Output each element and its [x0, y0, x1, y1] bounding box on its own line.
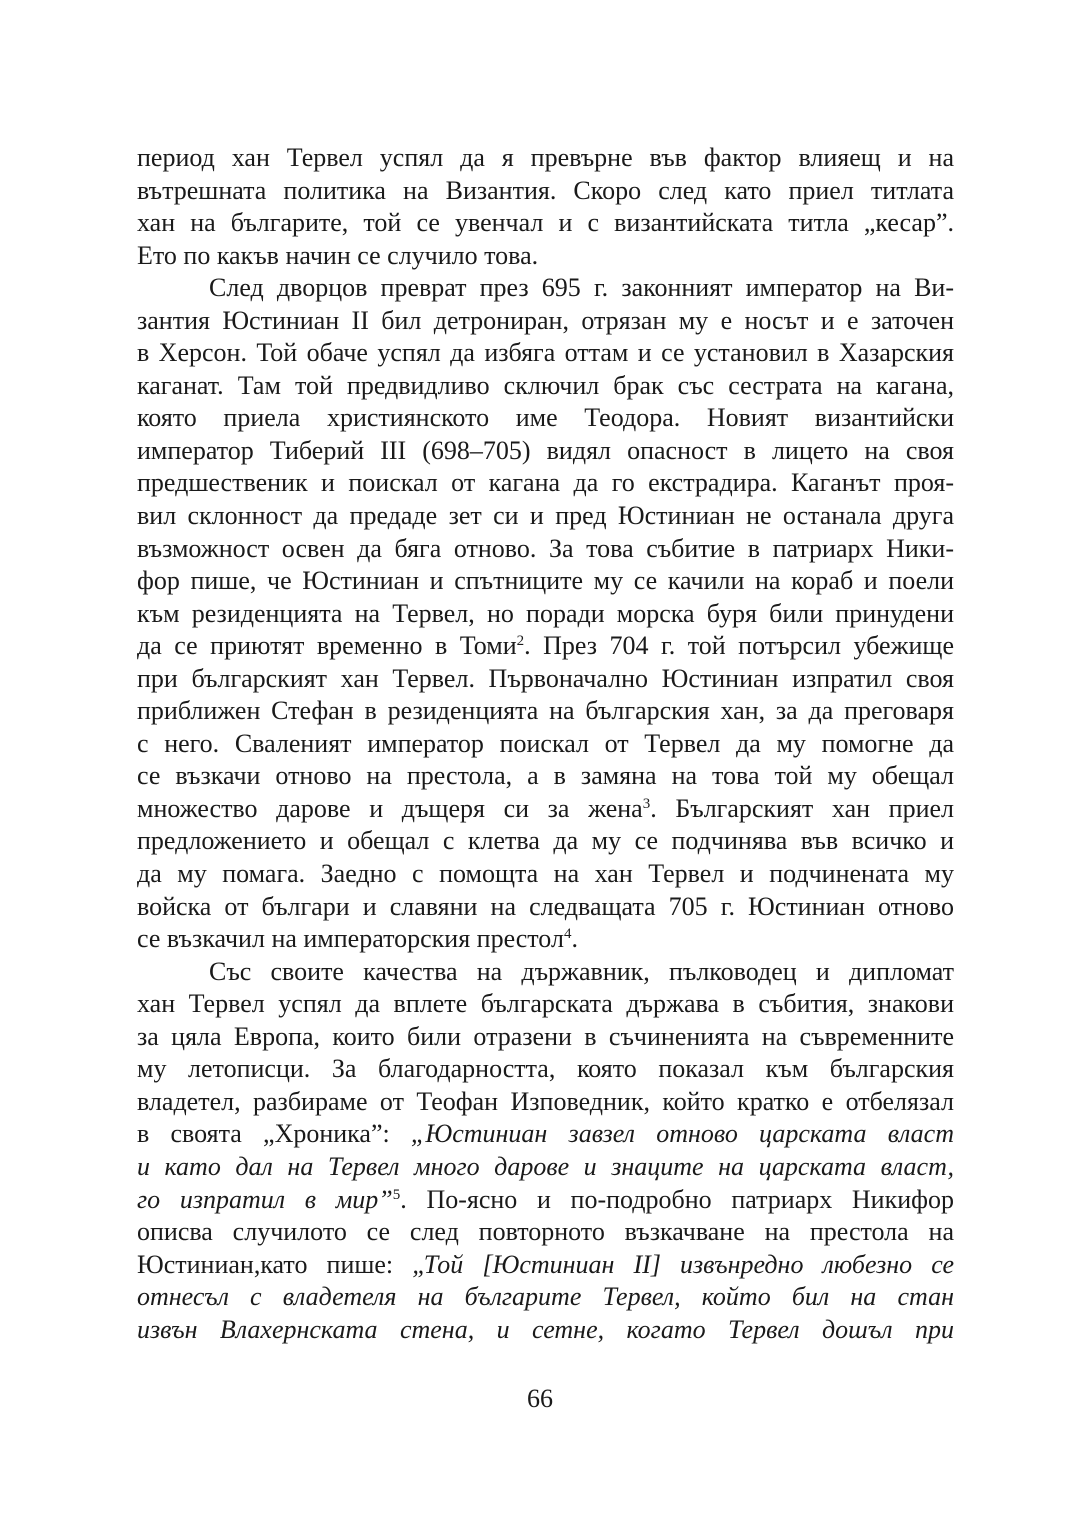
text-line [137, 1118, 954, 1151]
text-line [137, 793, 954, 826]
footnote-ref: 2 [516, 633, 525, 650]
text-line: приближен Стефан в резиденцията на българския хан, за да преговаря [137, 696, 954, 726]
footnote-ref: 5 [392, 1186, 401, 1203]
text-line: вил склонност да предаде зет си и пред Юстиниан не останала друга [137, 501, 954, 531]
text-line: предложението и обещал с клетва да му се подчинява във всичко и [137, 826, 954, 856]
text-line: Със своите качества на държавник, пълководец и дипломат [209, 956, 954, 986]
text-line: възможност освен да бяга отново. За това събитие в патриарх Ники- [137, 533, 954, 563]
text-line: След дворцов преврат през 695 г. законният император на Ви- [209, 273, 954, 303]
text-line: описва случилото се след повторното възкачване на престола на [137, 1217, 954, 1247]
text-run: да се приютят временно в Томи [137, 631, 517, 661]
text-line: вътрешната политика на Византия. Скоро след като приел титлата [137, 175, 954, 205]
text-run: . През 704 г. той потърсил убежище [524, 631, 954, 661]
text-line: да му помага. Заедно с помощта на хан Тервел и подчинената му [137, 859, 954, 889]
footnote-ref: 3 [642, 795, 651, 812]
text-line: император Тиберий III (698–705) видял опасност в лицето на своя [137, 435, 954, 465]
text-line: в Херсон. Той обаче успял да избяга оттам и се установил в Хазарския [137, 338, 954, 368]
text-line: хан на българите, той се увенчал и с византийската титла „кесар”. [137, 208, 954, 238]
page-number: 66 [527, 1384, 553, 1413]
text-run: се възкачил на императорския престол [137, 924, 564, 954]
text-line: предшественик и поискал от кагана да го екстрадира. Каганът проя- [137, 468, 954, 498]
text-line: хан Тервел успял да вплете българската държава в събития, знакови [137, 989, 954, 1019]
quote-text: извън Влахернската стена, и сетне, когато Тервел дошъл при [137, 1314, 954, 1344]
text-line: за цяла Европа, които били отразени в съчиненията на съвременните [137, 1021, 954, 1051]
text-line [137, 1184, 954, 1217]
text-line: фор пише, че Юстиниан и спътниците му се качили на кораб и поели [137, 566, 954, 596]
text-line: към резиденцията на Тервел, но поради морска буря били принудени [137, 598, 954, 628]
text-run: в своята „Хроника”: [137, 1119, 411, 1149]
text-line [137, 1249, 954, 1282]
text-line: зантия Юстиниан II бил детрониран, отрязан му е носът и е заточен [137, 305, 954, 335]
text-line: му летописци. За благодарността, която показал към българския [137, 1054, 954, 1084]
text-run: Юстиниан,като пише: [137, 1249, 413, 1279]
text-line: владетел, разбираме от Теофан Изповедник, който кратко е отбелязал [137, 1086, 954, 1116]
text-line: войска от българи и славяни на следващата 705 г. Юстиниан отново [137, 891, 954, 921]
text-line [137, 923, 954, 956]
text-line: при българският хан Тервел. Първоначално Юстиниан изпратил своя [137, 663, 954, 693]
quote-text: „Юстиниан завзел отново царската власт [410, 1119, 954, 1149]
text-line: с него. Сваленият император поискал от Тервел да му помогне да [137, 728, 954, 758]
text-line: се възкачи отново на престола, а в замяна на това той му обещал [137, 761, 954, 791]
quote-text: и като дал на Тервел много дарове и знаците на царската власт, [137, 1151, 954, 1181]
text-line: Ето по какъв начин се случило това. [137, 240, 539, 270]
text-run: . [571, 924, 578, 954]
text-run: множество дарове и дъщеря си за жена [137, 793, 643, 823]
quote-text: отнесъл с владетеля на българите Тервел, който бил на стан [137, 1282, 954, 1312]
text-run: . По-ясно и по-подробно патриарх Никифор [400, 1184, 954, 1214]
body-text [137, 142, 954, 1346]
text-line: каганат. Там той предвидливо сключил брак със сестрата на кагана, [137, 370, 954, 400]
text-line: период хан Тервел успял да я превърне във фактор влияещ и на [137, 143, 954, 172]
text-line: която приела християнското име Теодора. Новият византийски [137, 403, 954, 433]
text-line [137, 630, 954, 663]
quote-text: „Той [Юстиниан II] извънредно любезно се [412, 1249, 955, 1279]
quote-text: го изпратил в мир” [137, 1184, 393, 1214]
text-run: . Българският хан приел [650, 793, 954, 823]
footnote-ref: 4 [563, 926, 572, 943]
